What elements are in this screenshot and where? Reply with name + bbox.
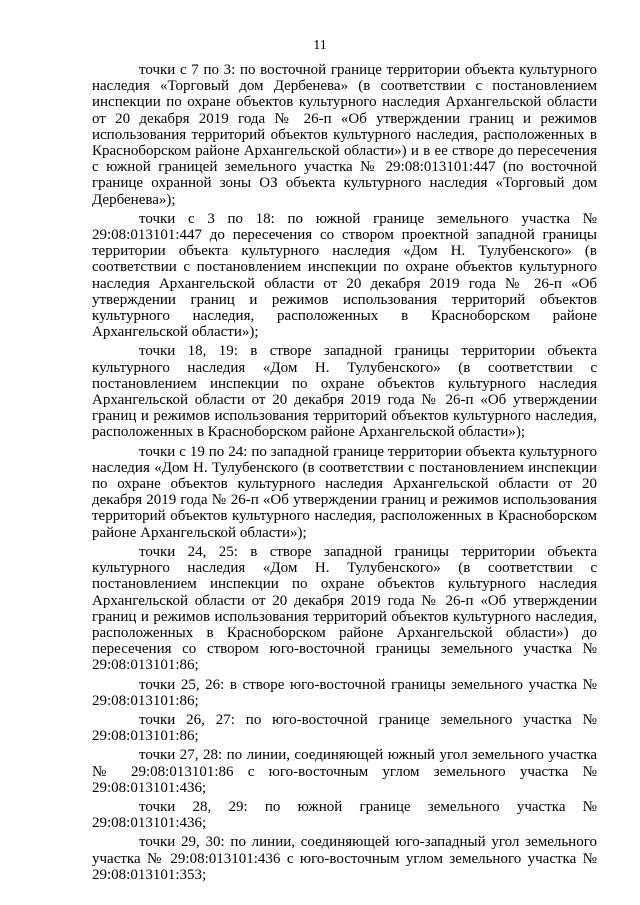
paragraph-points-29-30: точки 29, 30: по линии, соединяющей юго-западный угол земельного участка № 29:08:013101:436 с юго-восточным углом земельного участка № 29:08:013101:353; [92,834,597,883]
paragraph-points-26-27: точки 26, 27: по юго-восточной границе земельного участка № 29:08:013101:86; [92,711,597,745]
page-number: 11 [313,38,327,53]
paragraph-points-28-29: точки 28, 29: по южной границе земельного участка № 29:08:013101:436; [92,798,597,832]
paragraph-points-18-19: точки 18, 19: в створе западной границы территории объекта культурного наследия «Дом Н. Тулубенского» (в соответствии с постановлением инспекции по охране объектов культурного наследия Архангельской области от 20 декабря 2019 года № 26-п «Об утверждении границ и режимов использования территорий объектов культурного наследия, расположенных в Красноборском районе Архангельской области»); [92,343,597,441]
paragraph-points-25-26: точки 25, 26: в створе юго-восточной границы земельного участка № 29:08:013101:86; [92,676,597,709]
paragraph-points-19-24: точки с 19 по 24: по западной границе территории объекта культурного наследия «Дом Н. Тулубенского (в соответствии с постановлением инспекции по охране объектов культурного наследия Архангельской области от 20 декабря 2019 года № 26-п «Об утверждении границ и режимов использования территорий объектов культурного наследия, расположенных в Красноборском районе Архангельской области»); [92,443,597,541]
paragraph-points-24-25: точки 24, 25: в створе западной границы территории объекта культурного наследия «Дом Н. Тулубенского» (в соответствии с постановлением инспекции по охране объектов культурного наследия Архангельской области от 20 декабря 2019 года № 26-п «Об утверждении границ и режимов использования территорий объектов культурного наследия, расположенных в Красноборском районе Архангельской области») до пересечения со створом юго-восточной границы земельного участка № 29:08:013101:86; [92,543,597,674]
document-body [92,62,597,886]
paragraph-points-7-3: точки с 7 по 3: по восточной границе территории объекта культурного наследия «Торговый дом Дербенева» (в соответствии с постановлением инспекции по охране объектов культурного наследия Архангельской области от 20 декабря 2019 года № 26-п «Об утверждении границ и режимов использования территорий объектов культурного наследия, расположенных в Красноборском районе Архангельской области») и в ее створе до пересечения с южной границей земельного участка № 29:08:013101:447 (по восточной границе охранной зоны ОЗ объекта культурного наследия «Торговый дом Дербенева»); [92,62,597,208]
paragraph-points-27-28: точки 27, 28: по линии, соединяющей южный угол земельного участка № 29:08:013101:86 с юго-восточным углом земельного участка № 29:08:013101:436; [92,747,597,796]
paragraph-points-3-18: точки с 3 по 18: по южной границе земельного участка № 29:08:013101:447 до пересечения со створом проектной западной границы территории объекта культурного наследия «Дом Н. Тулубенского» (в соответствии с постановлением инспекции по охране объектов культурного наследия Архангельской области от 20 декабря 2019 года № 26-п «Об утверждении границ и режимов использования территорий объектов культурного наследия, расположенных в Красноборском районе Архангельской области»); [92,210,597,341]
